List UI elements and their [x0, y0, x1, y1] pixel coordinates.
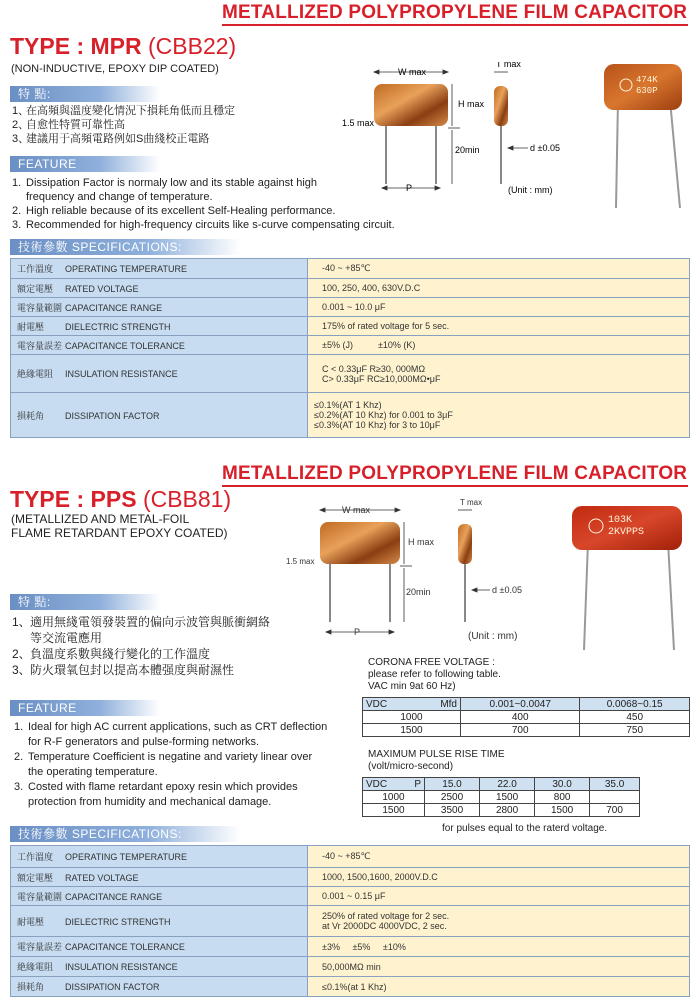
table-row: 電容量範圍 CAPACITANCE RANGE 0.001 ~ 10.0 μF	[11, 298, 690, 317]
list-item: 1、 適用無綫電領發裝置的偏向示波管與脈衝網絡等交流電應用	[12, 615, 271, 645]
list-item: 3. Recommended for high-frequency circuits like s-curve compensating circuit.	[12, 219, 395, 231]
list-item: 2. Temperature Coefficient is negatine and variety linear over the operating temperature.	[14, 751, 313, 778]
pps-type-title	[10, 486, 231, 513]
mpr-title-rule	[222, 24, 688, 26]
pps-type-prefix: TYPE : PPS	[10, 486, 137, 512]
pps-len-label: 20min	[406, 587, 431, 597]
list-item: 2、 自愈性特質可靠性高	[12, 119, 125, 131]
mpr-type-prefix: TYPE : MPR	[10, 33, 142, 59]
table-row: 損耗角 DISSIPATION FACTOR ≤0.1%(AT 1 Khz) ≤0.2%(AT 10 Khz) for 0.001 to 3μF ≤0.3%(AT 10 Khz) for 3 to 10μF	[11, 393, 690, 438]
pulse-note: for pulses equal to the raterd voltage.	[442, 823, 608, 834]
mpr-dimension-diagram	[340, 62, 580, 202]
table-row: 電容量範圍 CAPACITANCE RANGE 0.001 ~ 0.15 μF	[11, 887, 690, 906]
table-row: 工作溫度 OPERATING TEMPERATURE -40 ~ +85℃	[11, 259, 690, 279]
pps-photo-label-2: 2KVPPS	[608, 527, 645, 538]
table-row: 1000 400 450	[363, 711, 690, 724]
mpr-type-code: (CBB22)	[148, 33, 237, 59]
pps-main-title: METALLIZED POLYPROPYLENE FILM CAPACITOR	[222, 463, 688, 484]
mpr-subtitle: (NON-INDUCTIVE, EPOXY DIP COATED)	[11, 63, 219, 75]
mpr-lead-label: 1.5 max	[342, 118, 375, 128]
pps-subtitle: (METALLIZED AND METAL-FOIL FLAME RETARDANT EPOXY COATED)	[11, 512, 228, 540]
mpr-photo-label-2: 630P	[636, 86, 658, 96]
mpr-body-outline	[374, 84, 508, 184]
mpr-d-label: d ±0.05	[530, 143, 560, 153]
table-row: 工作溫度 OPERATING TEMPERATURE -40 ~ +85℃	[11, 846, 690, 868]
mpr-p-label: P	[406, 183, 413, 193]
table-row: 1500 3500 2800 1500 700	[363, 804, 640, 817]
corona-table	[362, 697, 690, 737]
mpr-photo-label-1: 474K	[636, 75, 658, 85]
table-row: VDC Mfd 0.001~0.0047 0.0068~0.15	[363, 698, 690, 711]
mpr-unit-label: (Unit : mm)	[508, 185, 553, 195]
pps-body-outline	[320, 522, 472, 622]
pps-title-rule	[222, 485, 688, 487]
mpr-t-label: T max	[496, 62, 521, 69]
mpr-type-title	[10, 33, 236, 60]
mpr-features-cn	[12, 104, 342, 146]
table-row: VDC P 15.0 22.0 30.0 35.0	[363, 778, 640, 791]
corona-title: CORONA FREE VOLTAGE : please refer to following table. VAC min 9at 60 Hz)	[368, 657, 501, 692]
pps-unit-label: (Unit : mm)	[468, 631, 518, 642]
pps-t-label: T max	[460, 498, 483, 507]
table-row: 額定電壓 RATED VOLTAGE 1000, 1500,1600, 2000V.D.C	[11, 868, 690, 887]
table-row: 額定電壓 RATED VOLTAGE 100, 250, 400, 630V.D.C	[11, 279, 690, 298]
table-row: 耐電壓 DIELECTRIC STRENGTH 250% of rated voltage for 2 sec. at Vr 2000DC 4000VDC, 2 sec.	[11, 906, 690, 937]
list-item: 1. Ideal for high AC current applications, such as CRT deflection for R-F generators and pulse-forming networks.	[14, 721, 328, 748]
list-item: 1. Dissipation Factor is normaly low and its stable against high frequency and change of temperature.	[12, 177, 318, 203]
table-row: 絶緣電阻 INSULATION RESISTANCE 50,000MΩ min	[11, 957, 690, 977]
pps-photo-label-1: 103K	[608, 515, 633, 526]
pps-features-en	[14, 720, 330, 810]
pulse-title: MAXIMUM PULSE RISE TIME (volt/micro-second)	[368, 749, 505, 772]
list-item: 3、 建議用于高頻電路例如S曲綫校正電路	[12, 133, 210, 145]
list-item: 2、 負溫度系數與綫行變化的工作溫度	[12, 647, 211, 661]
mpr-features-en	[12, 176, 395, 232]
pps-features-cn	[12, 614, 272, 678]
pps-spec-header: 技術參數 SPECIFICATIONS:	[10, 826, 240, 842]
list-item: 2. High reliable because of its excellent Self-Healing performance.	[12, 205, 336, 217]
table-row: 1000 2500 1500 800	[363, 791, 640, 804]
list-item: 1、 在高頻與溫度變化情況下損耗角低而且穩定	[12, 105, 235, 117]
pps-spec-table	[10, 845, 690, 997]
pulse-table	[362, 777, 640, 817]
table-row: 1500 700 750	[363, 724, 690, 737]
pps-w-label: W max	[342, 505, 370, 515]
mpr-main-title: METALLIZED POLYPROPYLENE FILM CAPACITOR	[222, 2, 688, 23]
mpr-h-label: H max	[458, 99, 485, 109]
pps-dimension-diagram	[284, 498, 534, 648]
pps-type-code: (CBB81)	[142, 486, 232, 512]
table-row: 損耗角 DISSIPATION FACTOR ≤0.1%(at 1 Khz)	[11, 977, 690, 997]
pps-d-label: d ±0.05	[492, 585, 522, 595]
mpr-w-label: W max	[398, 67, 426, 77]
pps-p-label: P	[354, 627, 361, 637]
pps-features-cn-header: 特 點:	[10, 594, 160, 610]
mpr-capacitor-photo	[588, 60, 688, 210]
pps-capacitor-photo	[566, 502, 690, 652]
list-item: 3、 防火環氧包封以提高本體强度與耐濕性	[12, 663, 235, 677]
table-row: 耐電壓 DIELECTRIC STRENGTH 175% of rated voltage for 5 sec.	[11, 317, 690, 336]
mpr-len-label: 20min	[455, 145, 480, 155]
mpr-feature-header: FEATURE	[10, 156, 160, 172]
pps-feature-header: FEATURE	[10, 700, 160, 716]
mpr-spec-header: 技術參數 SPECIFICATIONS:	[10, 239, 240, 255]
table-row: 電容量誤差 CAPACITANCE TOLERANCE ±3% ±5% ±10%	[11, 937, 690, 957]
pps-h-label: H max	[408, 537, 435, 547]
table-row: 絶緣電阻 INSULATION RESISTANCE C < 0.33μF R≥30, 000MΩ C> 0.33μF RC≥10,000MΩ•μF	[11, 355, 690, 393]
mpr-features-cn-header: 特 點:	[10, 86, 160, 102]
mpr-spec-table	[10, 258, 690, 438]
table-row: 電容量誤差 CAPACITANCE TOLERANCE ±5% (J) ±10% (K)	[11, 336, 690, 355]
list-item: 3. Costed with flame retardant epoxy resin which provides protection from humidity and mechanical damage.	[14, 781, 298, 808]
pps-lead-label: 1.5 max	[286, 557, 315, 566]
